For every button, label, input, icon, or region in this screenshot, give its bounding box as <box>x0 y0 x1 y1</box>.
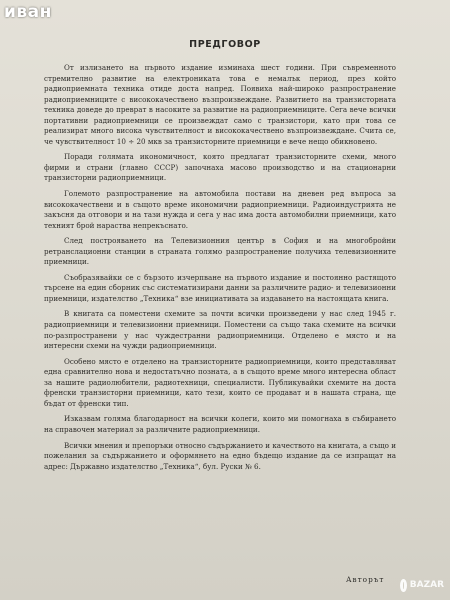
paragraph: След построяването на Телевизионния център в София и на многобройни ретранслационни станции в страната голямо разпространение получиха телевизионните приемници. <box>44 236 396 267</box>
watermark-text: BAZAR <box>409 580 444 590</box>
paragraph: Изказвам голяма благодарност на всички колеги, които ми помогнаха в събирането на справочен материал за различните радиоприемници. <box>44 414 396 434</box>
paragraph: В книгата са поместени схемите за почти всички произведени у нас след 1945 г. радиоприемници и телевизионни приемници. Поместени са също така схемите на всички по-разпространени у нас чуждестранни радиоприемници. Отделено е място и на интересни схеми на чужди радиоприемници. <box>44 309 396 351</box>
paragraph: Всички мнения и препоръки относно съдържанието и качеството на книгата, а също и пожелания за съдържанието и оформянето на едно бъдещо издание да се изпращат на адрес: Държавно издателство „Техника“, бул. Руски № 6. <box>44 440 396 471</box>
paragraph: Особено място е отделено на транзисторните радиоприемници, които представляват една сравнително нова и недостатъчно позната, а в същото време много интересна област за нашите радиолюбители, радиотехници, специалисти. Публикувайки схемите на доста френски транзисторни приемници, като тези, които се продават и в нашата страна, ще бъдат от френски тип. <box>44 356 396 408</box>
paragraph: От излизането на първото издание изминаха шест години. При съвременното стремително развитие на електрониката това е немалък период, през който радиоприемната техника отиде доста напред. Появиха най-широко разпространение радиоприемниците с висококачествено възпроизвеждане. Развитието на транзисторната техника доведе до преврат в насоките за развитие на радиоприемниците. Сега вече всички портативни радиоприемници се произвеждат само с транзистори, като при това се реализират много висока чувствителност и висококачествено възпроизвеждане. Счита се, че чувствителност 10 ÷ 20 мкв за транзисторните приемници е вече нещо обикновено. <box>44 63 396 146</box>
preface-body <box>44 63 396 477</box>
seller-tag: иван <box>4 2 52 22</box>
author-signature: Авторът <box>346 575 385 584</box>
watermark-logo <box>400 574 444 596</box>
watermark-ring-icon <box>400 579 407 592</box>
paragraph: Поради голямата икономичност, която предлагат транзисторните схеми, много фирми и страни (главно СССР) започнаха масово производство и на стационарни транзисторни радиоприемници. <box>44 152 396 183</box>
paragraph: Големото разпространение на автомобила постави на дневен ред въпроса за висококачествени и в същото време икономични радиоприемници. Радиоиндустрията не закъсня да отговори и на тази нужда и сега у нас има доста автомобилни приемници, като техният брой нараства непрекъснато. <box>44 189 396 230</box>
page-title: ПРЕДГОВОР <box>189 39 261 50</box>
paragraph: Съобразявайки се с бързото изчерпване на първото издание и постоянно растящото търсене на един сборник със систематизирани данни за различните радио- и телевизионни приемници, издателство „Техника“ взе инициативата за издаването на настоящата книга. <box>44 272 396 303</box>
